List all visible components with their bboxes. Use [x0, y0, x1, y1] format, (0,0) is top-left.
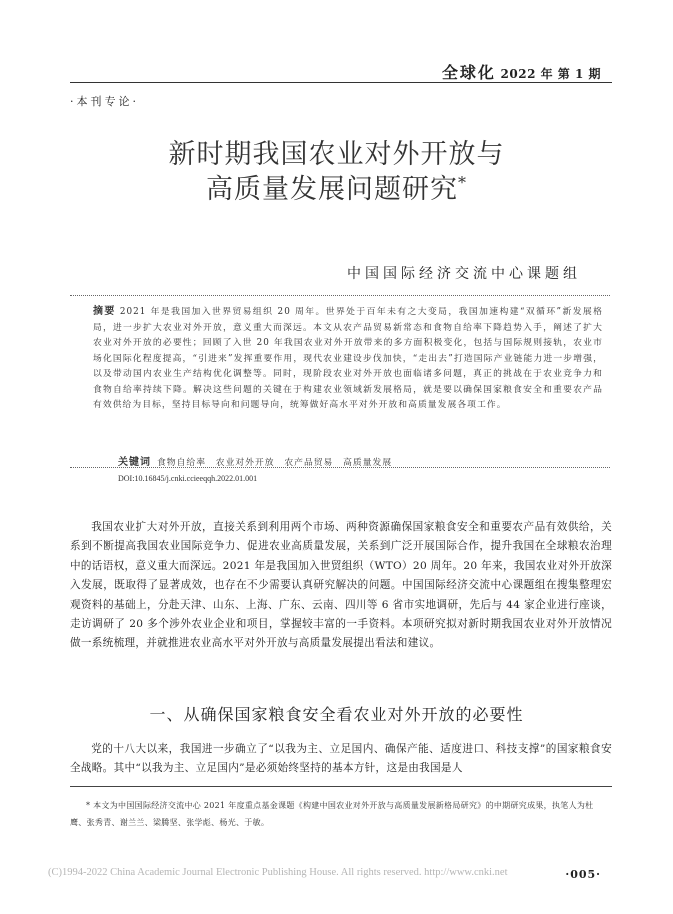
intro-paragraph: 我国农业扩大对外开放，直接关系到利用两个市场、两种资源确保国家粮食安全和重要农产品有效供给，关系到不断提高我国农业国际竞争力、促进农业高质量发展，关系到广泛开展国际合作，提升我国在全球粮农治理中的话语权，意义重大而深远。2021 年是我国加入世贸组织（WTO）20 周年。20 年来，我国农业对外开放深入发展，既取得了显著成效，也存在不少需要认真研究解决的问题。中国国际经济交流中心课题组在搜集整理宏观资料的基础上，分赴天津、山东、上海、广东、云南、四川等 6 省市实地调研，先后与 44 家企业进行座谈，走访调研了 20 多个涉外农业企业和项目，掌握较丰富的一手资料。本项研究拟对新时期我国农业对外开放情况做一系统梳理，并就推进农业高水平对外开放与高质量发展提出看法和建议。 [70, 521, 612, 650]
column-tag: ·本刊专论· [70, 95, 139, 108]
abstract-top-rule [70, 295, 610, 296]
section-paragraph: 党的十八大以来，我国进一步确立了“以我为主、立足国内、确保产能、适度进口、科技支撑”的国家粮食安全战略。其中“以我为主、立足国内”是必须始终坚持的基本方针，这是由我国是人 [70, 743, 612, 775]
header-divider [70, 82, 612, 83]
footnote: * 本文为中国国际经济交流中心 2021 年度重点基金课题《构建中国农业对外开放与高质量发展新格局研究》的中期研究成果，执笔人为杜鹰、张秀青、谢兰兰、梁腾坚、张学彪、杨光、于敏。 [70, 801, 594, 827]
article-title-line2 [0, 167, 673, 206]
copyright-watermark: (C)1994-2022 China Academic Journal Electronic Publishing House. All rights reserved. http://www.cnki.net [48, 867, 508, 878]
keywords [118, 453, 392, 468]
journal-issue: 2022 年 第 1 期 [500, 67, 601, 81]
journal-header [442, 60, 601, 83]
abstract [93, 304, 603, 414]
abstract-bottom-rule [70, 467, 610, 468]
keywords-text: 食物自给率 农业对外开放 农产品贸易 高质量发展 [157, 458, 393, 468]
page-number: ·005· [565, 868, 601, 881]
title-footnote-mark: * [458, 173, 467, 192]
abstract-label: 摘要 [93, 306, 116, 317]
article-title-text: 高质量发展问题研究 [206, 174, 458, 205]
section-heading: 一、从确保国家粮食安全看农业对外开放的必要性 [149, 705, 524, 724]
journal-brand: 全球化 [441, 63, 496, 82]
footnote-divider [70, 786, 612, 787]
abstract-text: 2021 年是我国加入世界贸易组织 20 周年。世界处于百年未有之大变局，我国加速构建“双循环”新发展格局，进一步扩大农业对外开放，意义重大而深远。本文从农产品贸易新常态和食物自给率下降趋势入手，阐述了扩大农业对外开放的必要性；回顾了入世 20 年我国农业对外开放带来的多方面积极变化，包括与国际规则接轨，农业市场化国际化程度提高，“引进来”发挥重要作用，现代农业建设步伐加快，“走出去”打造国际产业链能力进一步增强，以及带动国内农业生产结构优化调整等。同时，现阶段农业对外开放也面临诸多问题，真正的挑战在于农业竞争力和食物自给率持续下降。解决这些问题的关键在于构建农业领域新发展格局，就是要以确保国家粮食安全和重要农产品有效供给为目标，坚持目标导向和问题导向，统筹做好高水平对外开放和高质量发展各项工作。 [93, 307, 603, 410]
doi: DOI:10.16845/j.cnki.ccieeqqh.2022.01.001 [118, 474, 258, 483]
keywords-label: 关键词 [118, 457, 151, 468]
article-title-line1: 新时期我国农业对外开放与 [168, 139, 505, 170]
author: 中国国际经济交流中心课题组 [347, 266, 581, 282]
